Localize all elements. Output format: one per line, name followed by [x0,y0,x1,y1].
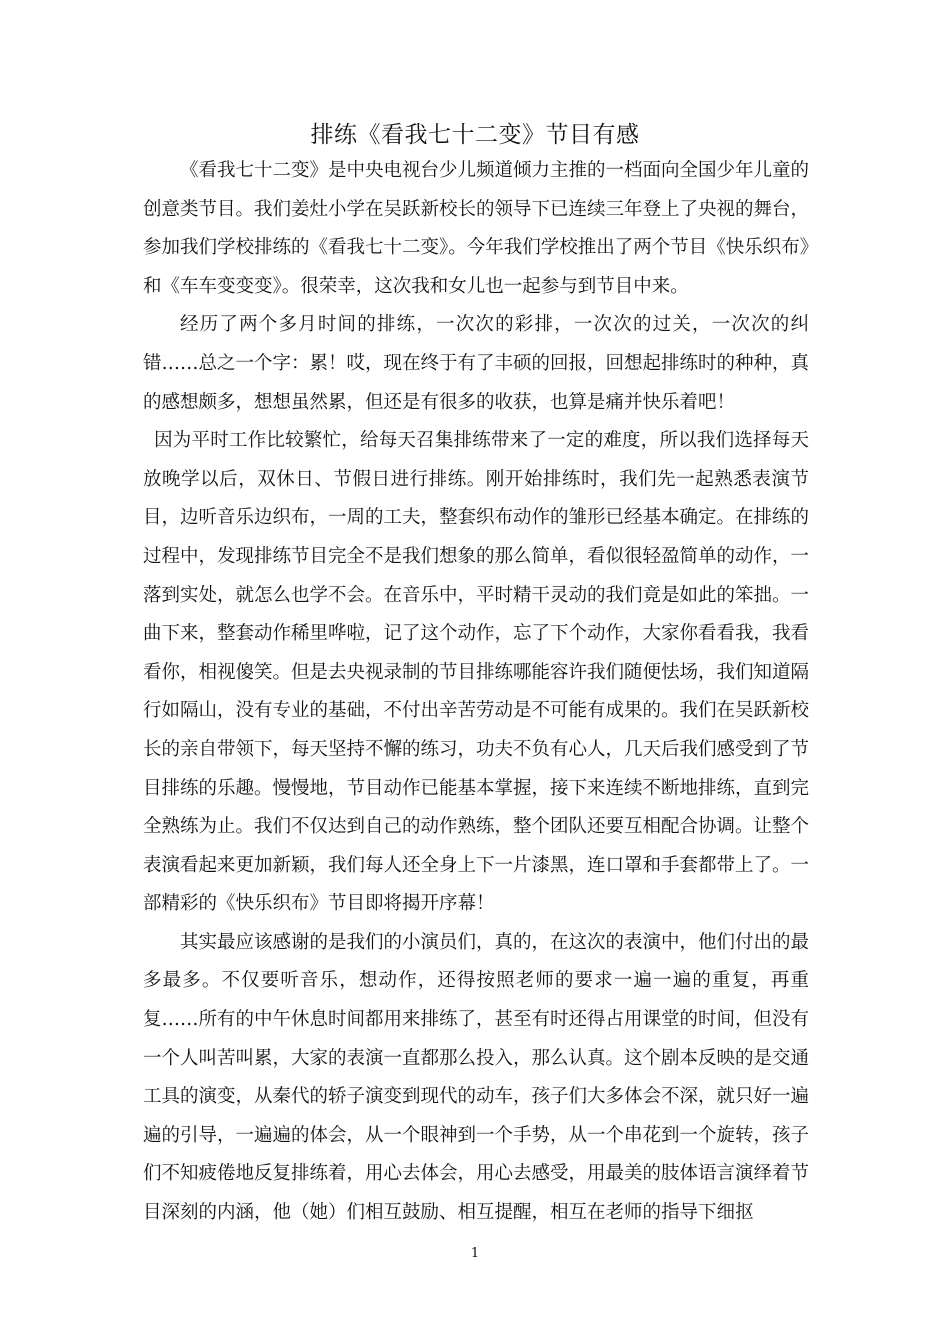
document-title: 排练《看我七十二变》节目有感 [310,122,640,148]
paragraph-2: 经历了两个多月时间的排练，一次次的彩排，一次次的过关，一次次的纠错……总之一个字：累！哎，现在终于有了丰硕的回报，回想起排练时的种种，真的感想颇多，想想虽然累，但还是有很多的收获，也算是痛并快乐着吧！ [143,314,810,413]
paragraph-3: 因为平时工作比较繁忙，给每天召集排练带来了一定的难度，所以我们选择每天放晚学以后，双休日、节假日进行排练。刚开始排练时，我们先一起熟悉表演节目，边听音乐边织布，一周的工夫，整套织布动作的雏形已经基本确定。在排练的过程中，发现排练节目完全不是我们想象的那么简单，看似很轻盈简单的动作，一落到实处，就怎么也学不会。在音乐中，平时精干灵动的我们竟是如此的笨拙。一曲下来，整套动作稀里哗啦，记了这个动作，忘了下个动作，大家你看看我，我看看你，相视傻笑。但是去央视录制的节目排练哪能容许我们随便怯场，我们知道隔行如隔山，没有专业的基础，不付出辛苦劳动是不可能有成果的。我们在吴跃新校长的亲自带领下，每天坚持不懈的练习，功夫不负有心人，几天后我们感受到了节目排练的乐趣。慢慢地，节目动作已能基本掌握，接下来连续不断地排练，直到完全熟练为止。我们不仅达到自己的动作熟练，整个团队还要互相配合协调。让整个表演看起来更加新颖，我们每人还全身上下一片漆黑，连口罩和手套都带上了。一部精彩的《快乐织布》节目即将揭开序幕！ [143,430,810,915]
page-number: 1 [470,1246,480,1261]
document-body [143,152,809,1233]
paragraph-4: 其实最应该感谢的是我们的小演员们，真的，在这次的表演中，他们付出的最多最多。不仅要听音乐，想动作，还得按照老师的要求一遍一遍的重复，再重复……所有的中午休息时间都用来排练了，甚至有时还得占用课堂的时间，但没有一个人叫苦叫累，大家的表演一直都那么投入，那么认真。这个剧本反映的是交通工具的演变，从秦代的轿子演变到现代的动车，孩子们大多体会不深，就只好一遍遍的引导，一遍遍的体会，从一个眼神到一个手势，从一个串花到一个旋转，孩子们不知疲倦地反复排练着，用心去体会，用心去感受，用最美的肢体语言演绎着节目深刻的内涵，他（她）们相互鼓励、相互提醒，相互在老师的指导下细抠 [143,931,810,1224]
paragraph-1: 《看我七十二变》是中央电视台少儿频道倾力主推的一档面向全国少年儿童的创意类节目。我们姜灶小学在吴跃新校长的领导下已连续三年登上了央视的舞台，参加我们学校排练的《看我七十二变》。今年我们学校推出了两个节目《快乐织布》和《车车变变变》。很荣幸，这次我和女儿也一起参与到节目中来。 [143,160,810,297]
